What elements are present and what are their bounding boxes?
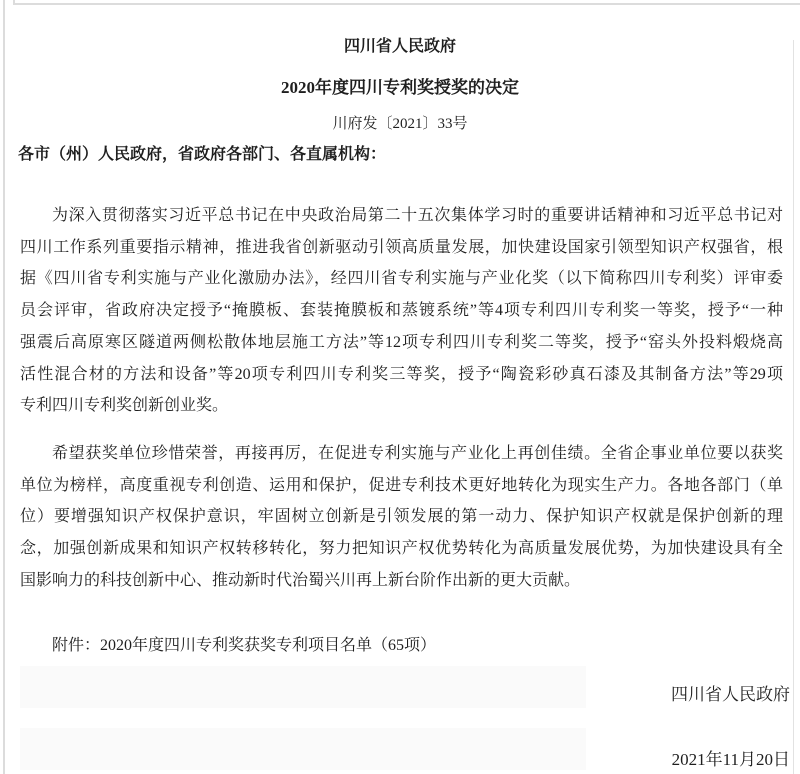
salutation-line: 各市（州）人民政府，省政府各部门、各直属机构： <box>18 146 387 163</box>
paragraph-1-line: 四川工作系列重要指示精神，推进我省创新驱动引领高质量发展，加快建设国家引领型知识产权强省，根 <box>20 238 783 256</box>
signature-issuer: 四川省人民政府 <box>671 685 790 704</box>
paragraph-1-line: 专利四川专利奖创新创业奖。 <box>20 397 229 415</box>
page-top-border-line <box>13 3 800 5</box>
paragraph-2-line: 单位为榜样，高度重视专利创造、运用和保护，促进专利技术更好地转化为现实生产力。各地各部门（单 <box>20 476 783 494</box>
doc-title: 2020年度四川专利奖授奖的决定 <box>281 78 519 97</box>
paragraph-1-line: 活性混合材的方法和设备”等20项专利四川专利奖三等奖，授予“陶瓷彩砂真石漆及其制备方法”等29项 <box>20 365 783 383</box>
paragraph-2-line: 希望获奖单位珍惜荣誉，再接再厉，在促进专利实施与产业化上再创佳绩。全省企事业单位要以获奖 <box>52 445 783 462</box>
paragraph-1-line: 为深入贯彻落实习近平总书记在中央政治局第二十五次集体学习时的重要讲话精神和习近平总书记对 <box>52 207 783 224</box>
paragraph-1-line: 据《四川省专利实施与产业化激励办法》，经四川省专利实施与产业化奖（以下简称四川专利奖）评审委 <box>20 270 783 288</box>
paragraph-2 <box>20 438 783 597</box>
paragraph-1-line: 强震后高原寒区隧道两侧松散体地层施工方法”等12项专利四川专利奖二等奖，授予“窑头外投料煅烧高 <box>20 333 783 351</box>
page-right-border-line <box>793 40 794 774</box>
org-title: 四川省人民政府 <box>343 38 456 55</box>
paragraph-2-line: 念，加强创新成果和知识产权转移转化，努力把知识产权优势转化为高质量发展优势，为加快建设具有全 <box>20 540 783 558</box>
paragraph-1 <box>20 200 783 422</box>
paragraph-2-line: 国影响力的科技创新中心、推动新时代治蜀兴川再上新台阶作出新的更大贡献。 <box>20 571 581 589</box>
attachment-line: 附件：2020年度四川专利奖获奖专利项目名单（65项） <box>52 637 437 654</box>
signature-date: 2021年11月20日 <box>671 750 790 769</box>
paragraph-2-line: 位）要增强知识产权保护意识，牢固树立创新是引领发展的第一动力、保护知识产权就是保护创新的理 <box>20 508 783 526</box>
paragraph-1-line: 员会评审，省政府决定授予“掩膜板、套装掩膜板和蒸镀系统”等4项专利四川专利奖一等奖，授予“一种 <box>20 302 783 320</box>
doc-number: 川府发〔2021〕33号 <box>332 116 468 132</box>
